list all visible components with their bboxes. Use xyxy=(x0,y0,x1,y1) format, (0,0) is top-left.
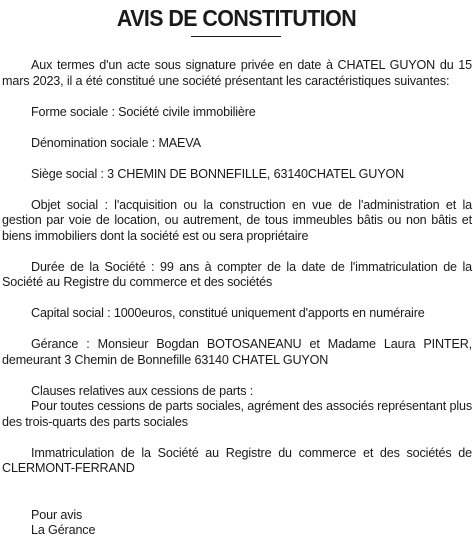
siege-social: Siège social : 3 CHEMIN DE BONNEFILLE, 63140CHATEL GUYON xyxy=(31,166,405,181)
closing-signatory: La Gérance xyxy=(31,523,96,537)
clauses-heading: Clauses relatives aux cessions de parts : xyxy=(31,383,254,398)
spacer xyxy=(2,151,472,167)
notice-title: AVIS DE CONSTITUTION xyxy=(116,5,357,31)
spacer xyxy=(2,291,472,307)
spacer xyxy=(2,477,472,508)
notice-body xyxy=(2,58,472,539)
spacer xyxy=(2,322,472,338)
spacer xyxy=(2,89,472,105)
duree-societe: Durée de la Société : 99 ans à compter de la date de l'immatriculation de la Société au Registre du commerce et des sociétés xyxy=(2,259,472,289)
forme-sociale: Forme sociale : Société civile immobilière xyxy=(31,104,256,119)
clauses-text: Pour toutes cessions de parts sociales, agrément des associés représentant plus des trois-quarts des parts sociales xyxy=(2,399,472,429)
spacer xyxy=(2,182,472,198)
gerance: Gérance : Monsieur Bogdan BOTOSANEANU et Madame Laura PINTER, demeurant 3 Chemin de Bonnefille 63140 CHATEL GUYON xyxy=(2,337,472,367)
closing-pour-avis: Pour avis xyxy=(31,507,83,522)
spacer xyxy=(2,120,472,136)
spacer xyxy=(2,368,472,384)
objet-social: Objet social : l'acquisition ou la construction en vue de l'administration et la gestion par voie de location, ou autrement, de tous immeubles bâtis ou non bâtis et biens immobiliers dont la société est ou sera propriétaire xyxy=(2,197,472,243)
spacer xyxy=(2,244,472,260)
spacer xyxy=(2,430,472,446)
immatriculation: Immatriculation de la Société au Registre du commerce et des sociétés de CLERMONT-FERRAND xyxy=(2,445,472,475)
closing-block xyxy=(2,508,472,539)
title-underline xyxy=(191,36,281,37)
intro-paragraph: Aux termes d'un acte sous signature privée en date à CHATEL GUYON du 15 mars 2023, il a été constitué une société présentant les caractéristiques suivantes: xyxy=(2,58,472,88)
capital-social: Capital social : 1000euros, constitué uniquement d'apports en numéraire xyxy=(31,306,425,320)
denomination-sociale: Dénomination sociale : MAEVA xyxy=(31,135,201,150)
